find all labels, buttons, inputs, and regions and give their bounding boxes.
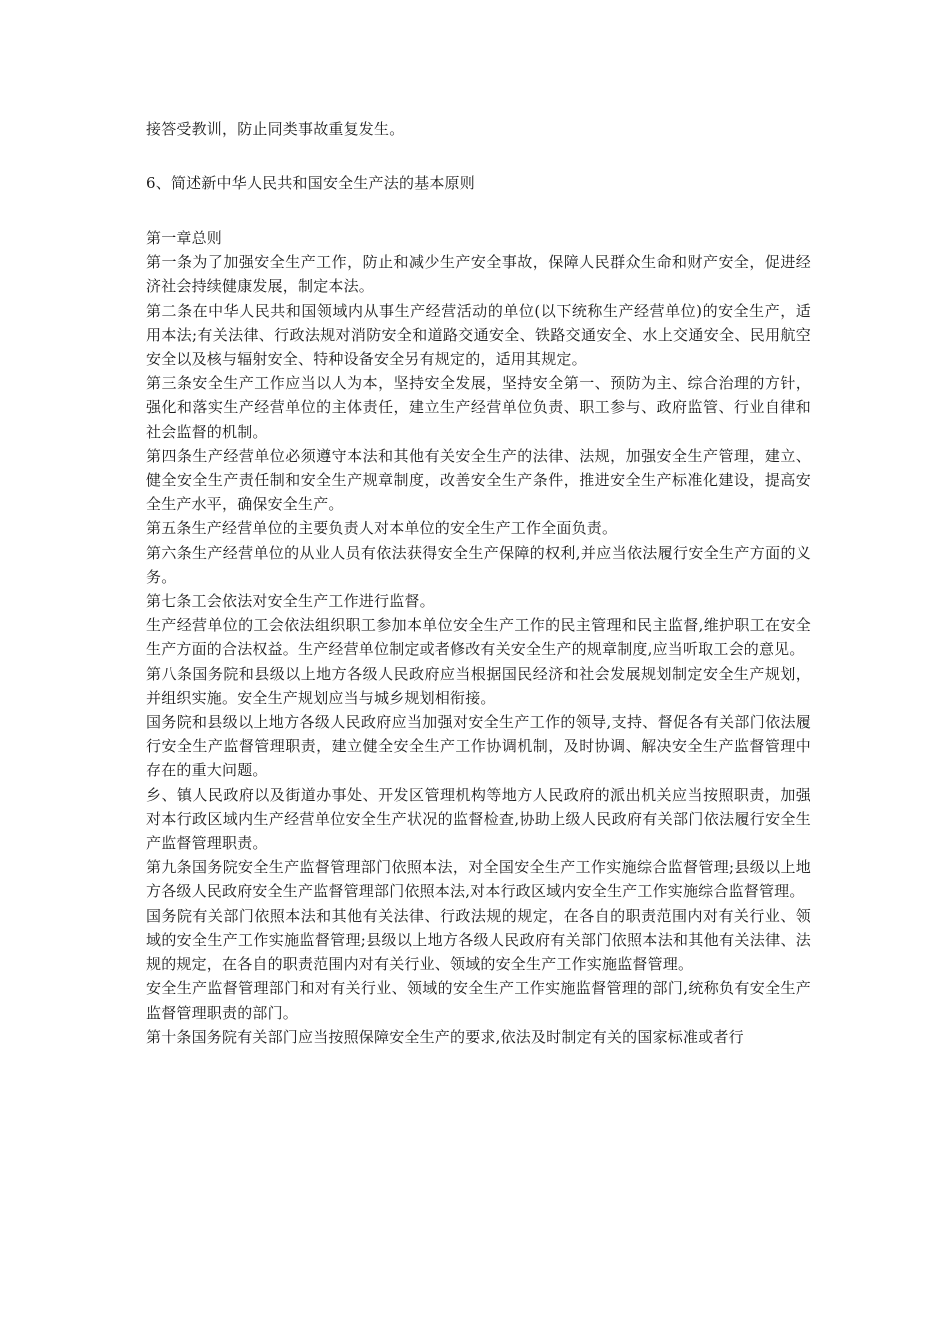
article-paragraph: 国务院有关部门依照本法和其他有关法律、行政法规的规定，在各自的职责范围内对有关行业、领域的安全生产工作实施监督管理;县级以上地方各级人民政府有关部门依照本法和其他有关法律、法规的规定，在各自的职责范围内对有关行业、领域的安全生产工作实施监督管理。 [146, 906, 811, 974]
chapter-title: 第一章总则 [146, 229, 223, 247]
article-paragraph: 第八条国务院和县级以上地方各级人民政府应当根据国民经济和社会发展规划制定安全生产规划，并组织实施。安全生产规划应当与城乡规划相衔接。 [146, 664, 811, 707]
article-paragraph: 第一条为了加强安全生产工作，防止和减少生产安全事故，保障人民群众生命和财产安全，促进经济社会持续健康发展，制定本法。 [146, 253, 811, 296]
article-paragraph: 第五条生产经营单位的主要负责人对本单位的安全生产工作全面负责。 [146, 519, 618, 538]
article-paragraph: 生产经营单位的工会依法组织职工参加本单位安全生产工作的民主管理和民主监督,维护职工在安全生产方面的合法权益。生产经营单位制定或者修改有关安全生产的规章制度,应当听取工会的意见。 [146, 616, 811, 659]
article-paragraph: 第九条国务院安全生产监督管理部门依照本法，对全国安全生产工作实施综合监督管理;县级以上地方各级人民政府安全生产监督管理部门依照本法,对本行政区域内安全生产工作实施综合监督管理。 [146, 858, 811, 901]
article-paragraph: 第四条生产经营单位必须遵守本法和其他有关安全生产的法律、法规，加强安全生产管理，建立、健全安全生产责任制和安全生产规章制度，改善安全生产条件，推进安全生产标准化建设，提高安全生产水平，确保安全生产。 [146, 446, 811, 514]
article-paragraph: 第六条生产经营单位的从业人员有依法获得安全生产保障的权利,并应当依法履行安全生产方面的义务。 [146, 543, 811, 586]
article-paragraph: 第十条国务院有关部门应当按照保障安全生产的要求,依法及时制定有关的国家标准或者行 [146, 1027, 744, 1046]
article-paragraph: 乡、镇人民政府以及街道办事处、开发区管理机构等地方人民政府的派出机关应当按照职责，加强对本行政区域内生产经营单位安全生产状况的监督检查,协助上级人民政府有关部门依法履行安全生产监督管理职责。 [146, 785, 811, 853]
article-paragraph: 第七条工会依法对安全生产工作进行监督。 [146, 592, 435, 611]
article-paragraph: 安全生产监督管理部门和对有关行业、领域的安全生产工作实施监督管理的部门,统称负有安全生产监督管理职责的部门。 [146, 979, 811, 1022]
question-heading: 6、简述新中华人民共和国安全生产法的基本原则 [146, 174, 475, 192]
document-body [146, 226, 811, 1049]
intro-line: 接答受教训，防止同类事故重复发生。 [146, 120, 405, 138]
article-paragraph: 国务院和县级以上地方各级人民政府应当加强对安全生产工作的领导,支持、督促各有关部门依法履行安全生产监督管理职责，建立健全安全生产工作协调机制，及时协调、解决安全生产监督管理中存在的重大问题。 [146, 713, 811, 780]
article-paragraph: 第三条安全生产工作应当以人为本，坚持安全发展，坚持安全第一、预防为主、综合治理的方针，强化和落实生产经营单位的主体责任，建立生产经营单位负责、职工参与、政府监管、行业自律和社会监督的机制。 [146, 374, 811, 441]
article-paragraph: 第二条在中华人民共和国领域内从事生产经营活动的单位(以下统称生产经营单位)的安全生产，适用本法;有关法律、行政法规对消防安全和道路交通安全、铁路交通安全、水上交通安全、民用航空安全以及核与辐射安全、特种设备安全另有规定的，适用其规定。 [146, 301, 811, 369]
